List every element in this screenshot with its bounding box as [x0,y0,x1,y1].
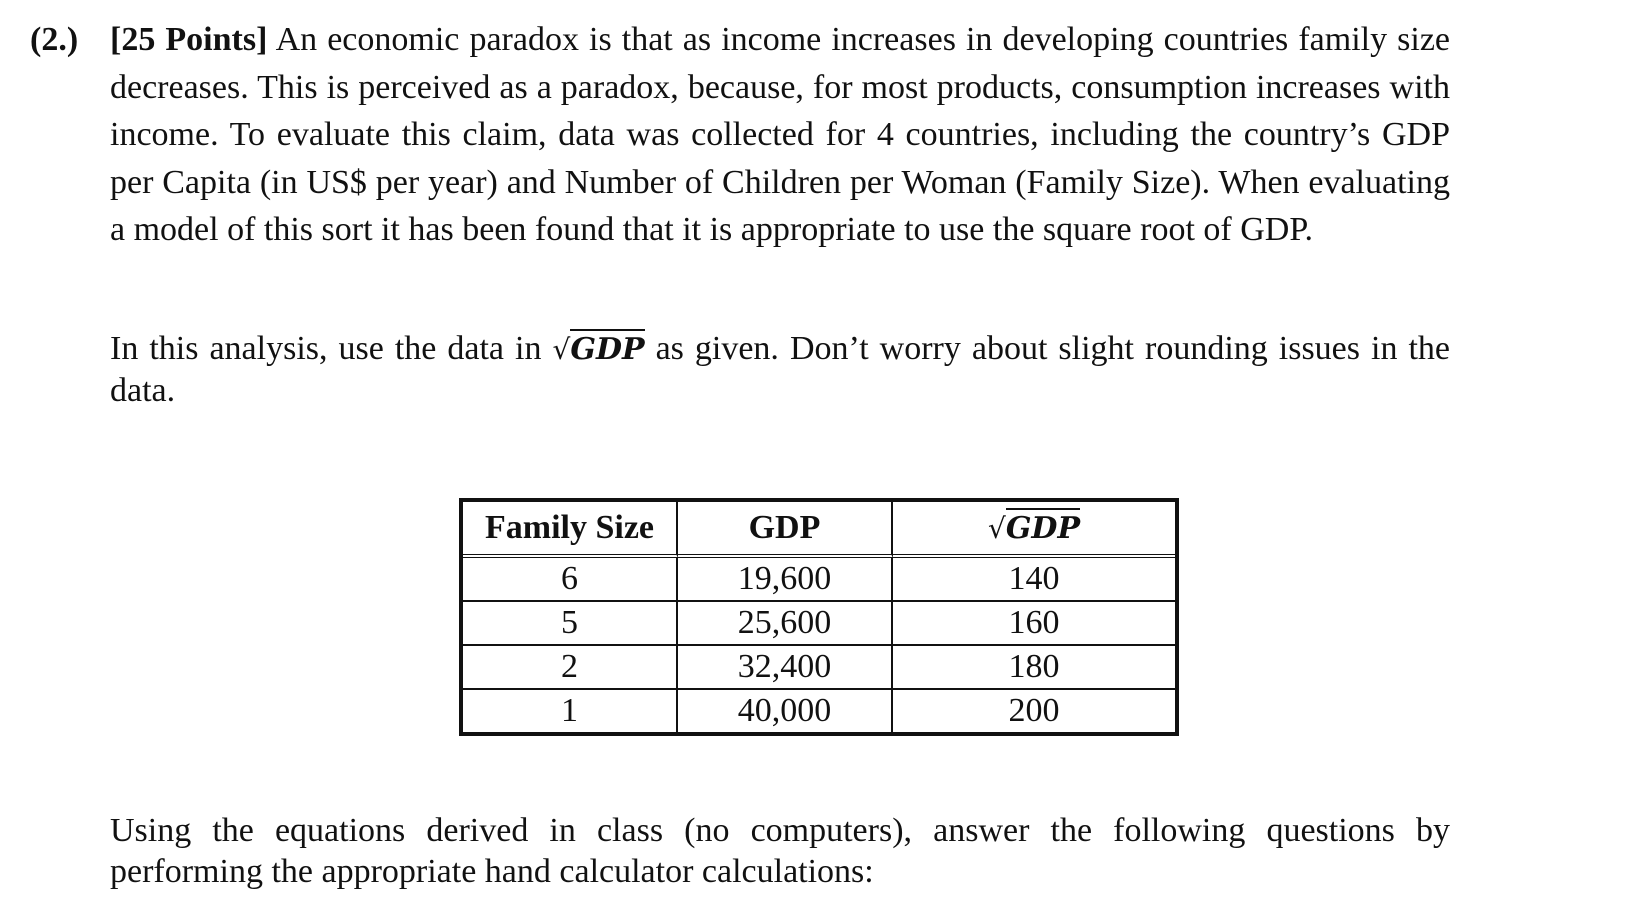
header-sqrt-gdp [893,502,1175,558]
table-row [463,602,1175,646]
cell-sqrt-gdp: 160 [893,602,1175,646]
table-row [463,558,1175,602]
header-sqrt-gdp-text: GDP [1006,508,1080,546]
table-row [463,646,1175,690]
question-text: An economic paradox is that as income increases in developing countries family size decreases. This is perceived as a paradox, because, for most products, consumption increases with income. To evaluate this claim, data was collected for 4 countries, including the country’s GDP per Capita (in US$ per year) and Number of Children per Woman (Family Size). When evaluating a model of this sort it has been found that it is appropriate to use the square root of GDP. [110,21,1451,248]
cell-gdp: 25,600 [678,602,893,646]
cell-family-size: 2 [463,646,678,690]
question-paragraph [110,16,1450,254]
cell-family-size: 6 [463,558,678,602]
table-row [463,690,1175,732]
instruction-before: In this analysis, use the data in [110,330,542,367]
instruction-after: as given. Don’t worry about slight rounding issues in the data. [110,330,1451,409]
question-block [30,16,1450,254]
instruction-paragraph [110,328,1450,411]
cell-family-size: 5 [463,602,678,646]
cell-sqrt-gdp: 140 [893,558,1175,602]
cell-family-size: 1 [463,690,678,732]
header-radical-sign: √ [987,511,1006,545]
data-table [463,502,1175,732]
sqrt-gdp-text: GDP [570,329,644,367]
cell-gdp: 32,400 [678,646,893,690]
closing-paragraph: Using the equations derived in class (no computers), answer the following questions by performing the appropriate hand calculator calculations: [110,812,1450,890]
cell-gdp: 19,600 [678,558,893,602]
question-row [30,16,1450,254]
sqrt-gdp-symbol [553,332,645,367]
cell-sqrt-gdp: 200 [1008,692,1060,729]
header-gdp: GDP [678,502,893,558]
question-number: (2.) [30,21,79,58]
data-table-frame [459,498,1179,736]
question-points: [25 Points] [110,21,268,58]
radical-sign: √ [552,333,571,366]
header-family-size: Family Size [463,502,678,558]
table-header-row [463,502,1175,558]
cell-sqrt-gdp: 180 [893,646,1175,690]
cell-gdp: 40,000 [678,690,893,732]
